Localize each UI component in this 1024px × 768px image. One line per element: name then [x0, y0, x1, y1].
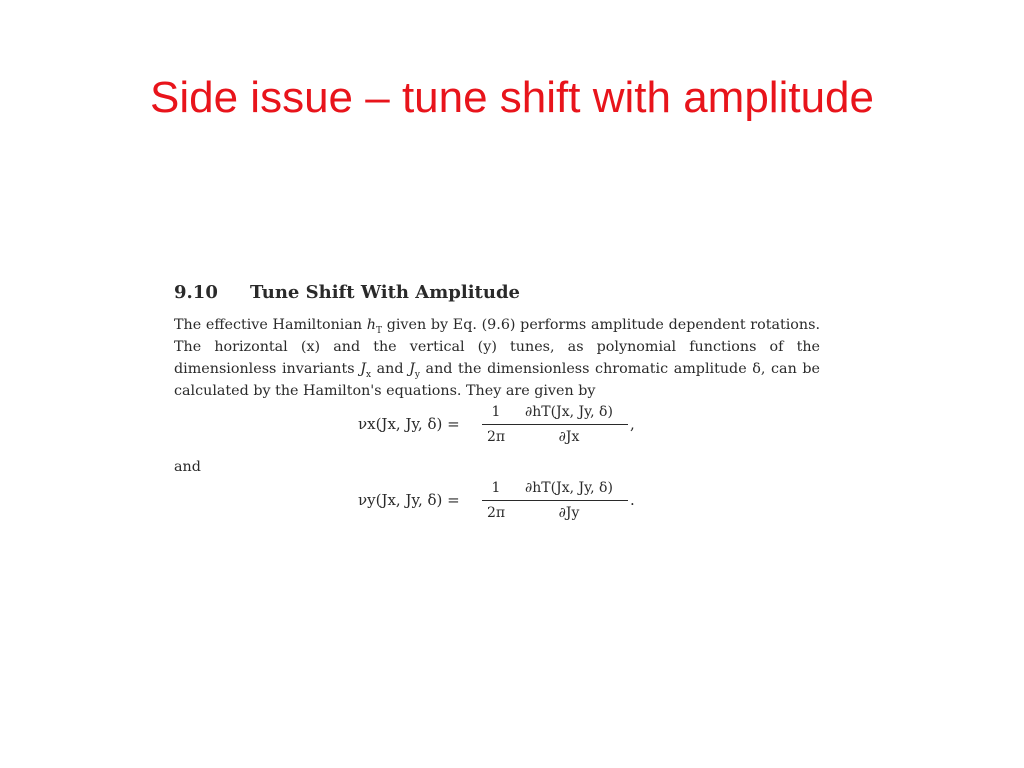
section-heading-text: Tune Shift With Amplitude	[250, 282, 520, 303]
equation-y-coef-numerator: 1	[491, 480, 501, 496]
paragraph-part-3: and	[371, 361, 410, 377]
equation-nu-x	[174, 402, 820, 452]
equation-y-fraction	[510, 478, 628, 523]
equation-y-fraction-bar	[510, 500, 628, 501]
equation-x-coef-bar	[482, 424, 510, 425]
equation-nu-y	[174, 478, 820, 528]
paragraph-part-1: The effective Hamiltonian	[174, 317, 367, 333]
equation-y-denominator: ∂Jy	[558, 505, 580, 521]
equation-y-coef-bar	[482, 500, 510, 501]
section-paragraph	[174, 314, 820, 402]
equation-x-coef-numerator: 1	[491, 404, 501, 420]
section-heading	[174, 280, 820, 306]
paragraph-part-2: given by Eq. (9.6) performs amplitude dependent rotations. The horizontal (x) and the vertical (y) tunes, as polynomial functions of the dimensionless invariants	[174, 317, 820, 377]
equation-x-fraction-bar	[510, 424, 628, 425]
equation-x-coefficient	[482, 402, 510, 447]
slide-title: Side issue – tune shift with amplitude	[150, 73, 874, 122]
equation-y-coef-denominator: 2π	[486, 505, 506, 521]
connector-text: and	[174, 459, 201, 475]
equation-x-fraction	[510, 402, 628, 447]
equation-y-punctuation: .	[630, 491, 635, 509]
jy-symbol: J	[409, 361, 415, 377]
hamiltonian-symbol: h	[366, 317, 376, 333]
equation-y-coefficient	[482, 478, 510, 523]
equation-x-coef-denominator: 2π	[486, 429, 506, 445]
equation-y-lhs: νy(Jx, Jy, δ) =	[358, 491, 460, 509]
equation-x-denominator: ∂Jx	[558, 429, 580, 445]
equation-x-lhs: νx(Jx, Jy, δ) =	[358, 415, 460, 433]
hamiltonian-subscript: T	[376, 325, 383, 336]
section-number: 9.10	[174, 282, 218, 303]
equation-x-punctuation: ,	[630, 415, 635, 433]
jx-subscript: x	[365, 369, 372, 380]
textbook-excerpt	[174, 280, 820, 528]
paragraph-part-4: and the dimensionless chromatic amplitude δ, can be calculated by the Hamilton's equations. They are given by	[174, 361, 820, 399]
equation-y-numerator: ∂hT(Jx, Jy, δ)	[525, 480, 613, 496]
jx-symbol: J	[360, 361, 366, 377]
equation-x-numerator: ∂hT(Jx, Jy, δ)	[525, 404, 613, 420]
jy-subscript: y	[414, 369, 420, 380]
